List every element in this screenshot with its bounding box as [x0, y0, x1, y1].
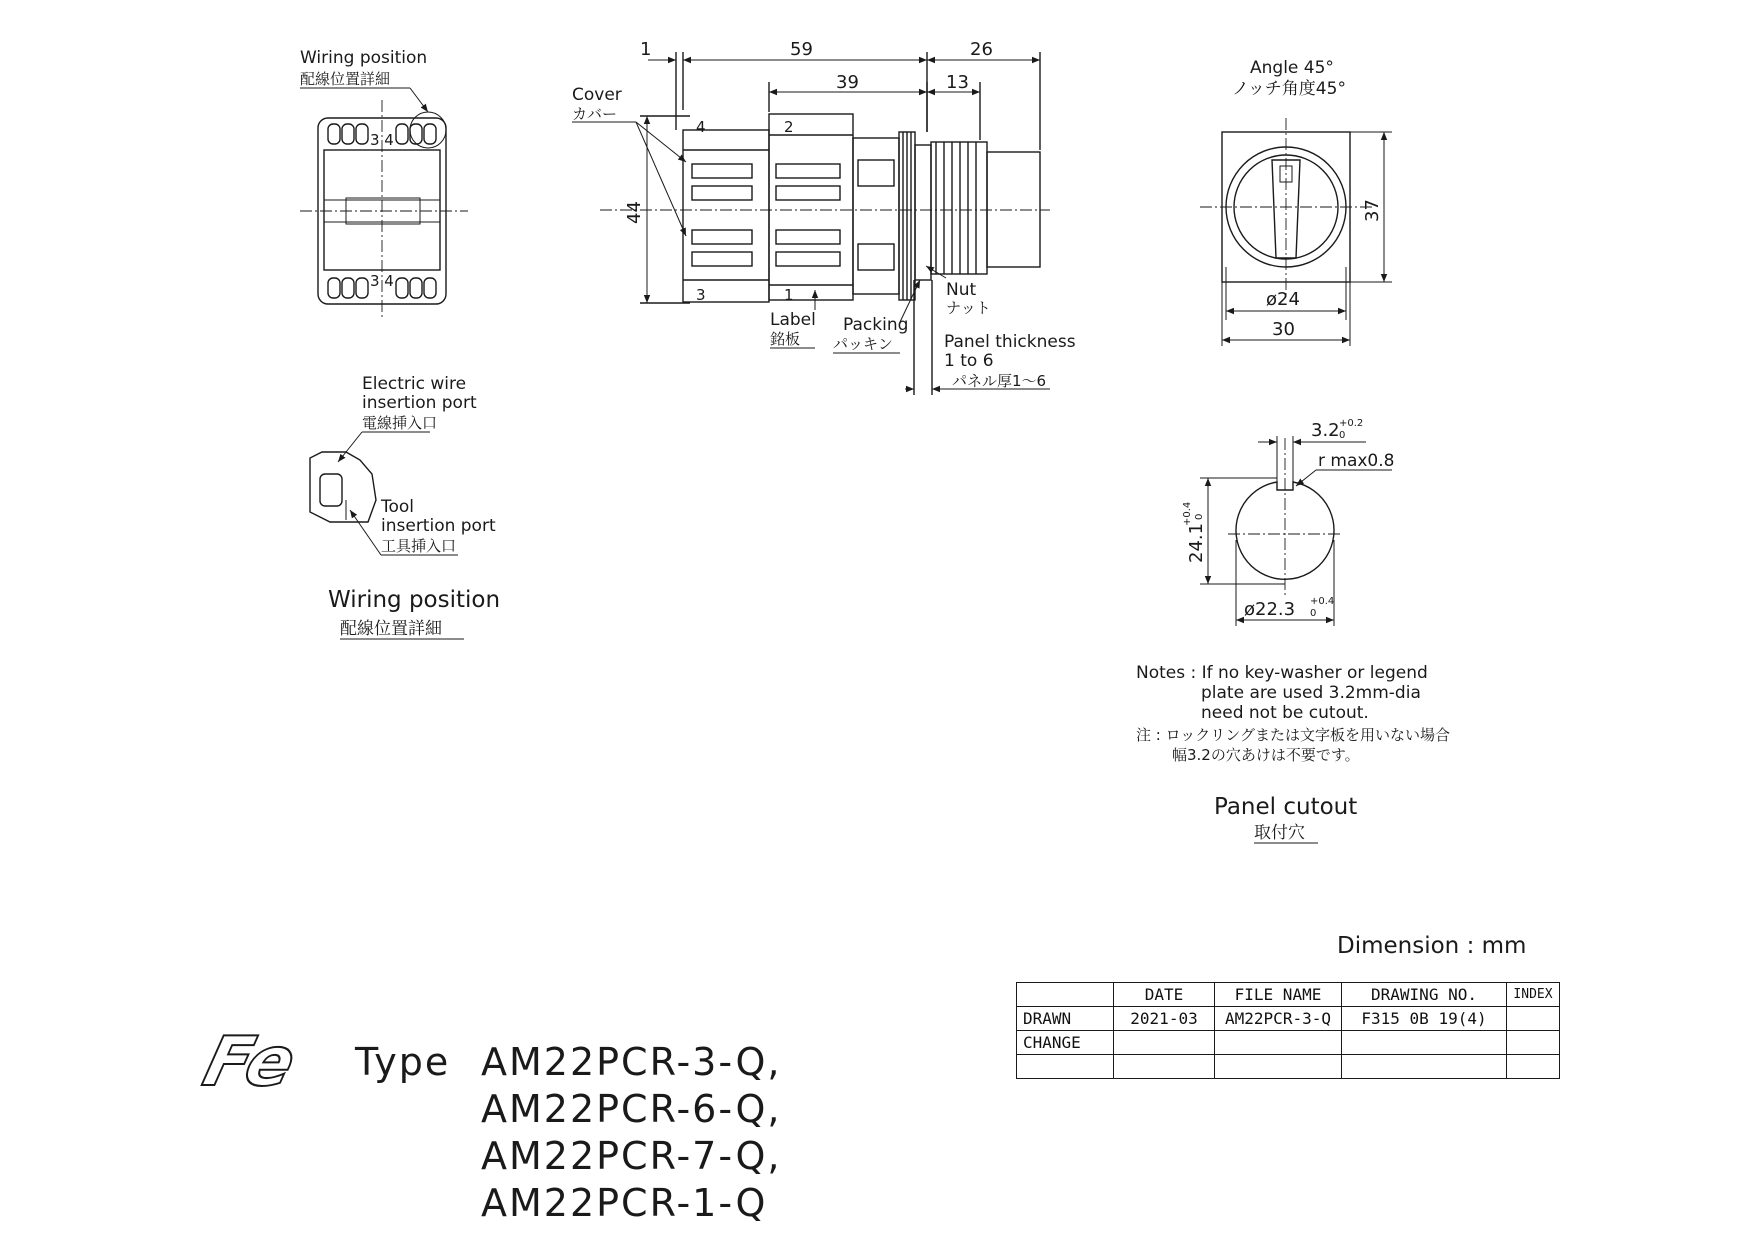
table-cell: [1017, 1055, 1114, 1079]
wiring-caption-en: Wiring position: [328, 587, 501, 613]
electric-port-label-1: Electric wire: [362, 374, 467, 394]
terminal-1: 1: [784, 286, 794, 304]
cutout-diameter-tol-lower: 0: [1310, 608, 1317, 619]
side-view: [572, 39, 1076, 395]
cutout-key-width-tol-upper: +0.2: [1339, 418, 1364, 429]
dim-1: 1: [640, 39, 652, 60]
packing-label-en: Packing: [843, 315, 909, 335]
table-cell: DRAWN: [1017, 1007, 1114, 1031]
title-block-header-row: [1017, 983, 1560, 1007]
title-block-header: DATE: [1114, 983, 1215, 1007]
dim-37: 37: [1362, 199, 1383, 222]
label-label-en: Label: [770, 310, 816, 330]
table-cell: F315 0B 19(4): [1342, 1007, 1507, 1031]
cutout-key-width-tol-lower: 0: [1339, 430, 1346, 441]
notes-jp-1: 注 : ロックリングまたは文字板を用いない場合: [1136, 726, 1450, 744]
table-row: [1017, 1031, 1560, 1055]
fe-logo-text: Fe: [196, 1022, 304, 1102]
cutout-height-tol-upper: +0.4: [1182, 501, 1193, 526]
packing-label-jp: パッキン: [833, 335, 893, 353]
cutout-corner-radius: r max0.8: [1318, 451, 1395, 471]
cutout-caption-jp: 取付穴: [1254, 823, 1305, 843]
electric-port-label-jp: 電線挿入口: [362, 414, 438, 432]
cutout-height: 24.1: [1186, 522, 1207, 563]
cutout-height-tol-lower: 0: [1194, 513, 1205, 520]
table-cell: 2021-03: [1114, 1007, 1215, 1031]
table-cell: [1507, 1031, 1560, 1055]
wiring-callout-jp: 配線位置詳細: [300, 70, 391, 88]
table-cell: [1114, 1031, 1215, 1055]
table-row: [1017, 1055, 1560, 1079]
title-block-header: [1017, 983, 1114, 1007]
notes-en-1: Notes : If no key-washer or legend: [1136, 663, 1428, 683]
dim-dia24: ø24: [1266, 289, 1300, 310]
title-block-table: [1016, 982, 1560, 1079]
notes-en-2: plate are used 3.2mm-dia: [1201, 683, 1421, 703]
notes-en-3: need not be cutout.: [1201, 703, 1369, 723]
type-prefix: Type: [355, 1040, 451, 1084]
table-cell: [1215, 1055, 1342, 1079]
type-model-3: AM22PCR-7-Q,: [481, 1134, 782, 1178]
title-block-header: INDEX: [1507, 983, 1560, 1007]
cutout-diameter-tol-upper: +0.4: [1310, 596, 1335, 607]
cutout-key-width: 3.2: [1311, 420, 1340, 441]
terminal-2: 2: [784, 118, 794, 136]
panel-thickness-range: 1 to 6: [944, 351, 994, 371]
nut-label-en: Nut: [946, 280, 977, 300]
wiring-caption-jp: 配線位置詳細: [340, 619, 442, 639]
notes-jp-2: 幅3.2の穴あけは不要です。: [1172, 746, 1360, 764]
wiring-terminal-top: 3 4: [370, 131, 394, 149]
table-cell: [1114, 1055, 1215, 1079]
units-label: Dimension : mm: [1337, 933, 1527, 959]
angle-label-jp: ノッチ角度45°: [1232, 79, 1346, 99]
table-cell: CHANGE: [1017, 1031, 1114, 1055]
panel-thickness-en: Panel thickness: [944, 332, 1076, 352]
type-model-2: AM22PCR-6-Q,: [481, 1087, 782, 1131]
cutout-caption-en: Panel cutout: [1214, 794, 1358, 820]
fe-logo: [196, 1023, 303, 1102]
cover-label-en: Cover: [572, 85, 622, 105]
dim-44: 44: [624, 201, 645, 224]
tool-port-label-jp: 工具挿入口: [381, 537, 457, 555]
panel-cutout: [1136, 418, 1450, 843]
panel-thickness-jp: パネル厚1～6: [952, 372, 1047, 390]
wiring-top-view: [300, 48, 468, 318]
type-model-1: AM22PCR-3-Q,: [481, 1040, 782, 1084]
front-view: [1200, 58, 1392, 346]
title-block-header: DRAWING NO.: [1342, 983, 1507, 1007]
dim-26: 26: [970, 39, 993, 60]
table-cell: [1342, 1055, 1507, 1079]
type-model-4: AM22PCR-1-Q: [481, 1181, 768, 1225]
dim-30: 30: [1272, 319, 1295, 340]
cutout-diameter: ø22.3: [1244, 599, 1296, 620]
dim-39: 39: [836, 72, 859, 93]
wiring-terminal-bottom: 3 4: [370, 272, 394, 290]
table-cell: [1507, 1055, 1560, 1079]
tool-port-label-2: insertion port: [381, 516, 496, 536]
nut-label-jp: ナット: [946, 299, 991, 317]
wiring-callout-en: Wiring position: [300, 48, 428, 68]
table-cell: [1507, 1007, 1560, 1031]
wire-port-detail: [310, 374, 500, 639]
dim-13: 13: [946, 72, 969, 93]
tool-port-label-1: Tool: [381, 497, 415, 517]
dim-59: 59: [790, 39, 813, 60]
electric-port-label-2: insertion port: [362, 393, 477, 413]
terminal-4: 4: [696, 118, 706, 136]
table-cell: [1342, 1031, 1507, 1055]
cover-label-jp: カバー: [572, 105, 618, 123]
table-cell: [1215, 1031, 1342, 1055]
table-cell: AM22PCR-3-Q: [1215, 1007, 1342, 1031]
label-label-jp: 銘板: [770, 330, 801, 348]
terminal-3: 3: [696, 286, 706, 304]
title-block-header: FILE NAME: [1215, 983, 1342, 1007]
table-row: [1017, 1007, 1560, 1031]
angle-label-en: Angle 45°: [1250, 58, 1334, 78]
